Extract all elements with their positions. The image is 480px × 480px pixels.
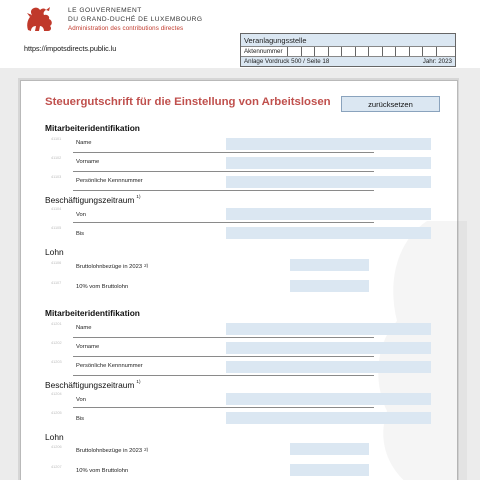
row-number: 41207: [51, 465, 62, 469]
vorname-label-2: Vorname: [76, 344, 100, 350]
row-number: 41206: [51, 445, 62, 449]
lohn-heading-2: Lohn: [45, 432, 64, 442]
name-input-1[interactable]: [226, 138, 431, 150]
akten-cell[interactable]: [436, 47, 450, 56]
period-heading-2: [45, 380, 140, 390]
form-sheet: [20, 80, 458, 480]
brutto-label-1: [76, 264, 148, 270]
jahr-text: Jahr: 2023: [422, 58, 452, 65]
row-number: 41105: [51, 226, 62, 230]
zehn-prozent-input-2[interactable]: [290, 464, 369, 476]
employee-heading-1: Mitarbeiteridentifikation: [45, 123, 140, 133]
aktennummer-cells[interactable]: [287, 47, 449, 56]
employee-heading-2: Mitarbeiteridentifikation: [45, 308, 140, 318]
reset-button[interactable]: zurücksetzen: [341, 96, 440, 112]
gov-line-2: DU GRAND-DUCHÉ DE LUXEMBOURG: [68, 16, 203, 23]
zehn-prozent-label-2: 10% vom Bruttolohn: [76, 468, 129, 474]
brutto-label-text: Bruttolohnbezüge in 2023: [76, 448, 143, 454]
akten-cell[interactable]: [409, 47, 423, 56]
lohn-heading-1: Lohn: [45, 247, 64, 257]
row-divider: [73, 337, 374, 338]
row-number: 41205: [51, 411, 62, 415]
row-divider: [73, 375, 374, 376]
gov-line-1: LE GOUVERNEMENT: [68, 7, 142, 14]
kennnummer-input-1[interactable]: [226, 176, 431, 188]
akten-cell[interactable]: [382, 47, 396, 56]
bis-input-1[interactable]: [226, 227, 431, 239]
vorname-input-2[interactable]: [226, 342, 431, 354]
bis-label-1: Bis: [76, 231, 85, 237]
akten-cell[interactable]: [301, 47, 315, 56]
aktennummer-label: Aktennummer: [244, 48, 283, 55]
row-number: 41204: [51, 392, 62, 396]
von-label-1: Von: [76, 212, 86, 218]
akten-cell[interactable]: [355, 47, 369, 56]
footnote-marker: 2): [144, 263, 149, 268]
brutto-input-1[interactable]: [290, 259, 369, 271]
vorname-input-1[interactable]: [226, 157, 431, 169]
veranlagung-title: Veranlagungsstelle: [241, 34, 455, 47]
period-heading-text: Beschäftigungszeitraum: [45, 195, 135, 205]
name-label-1: Name: [76, 140, 92, 146]
veranlagung-box: [240, 33, 456, 67]
kennnummer-label-2: Persönliche Kennnummer: [76, 363, 143, 369]
row-divider: [73, 152, 374, 153]
row-number: 41104: [51, 207, 62, 211]
akten-cell[interactable]: [395, 47, 409, 56]
akten-cell[interactable]: [328, 47, 342, 56]
anlage-text: Anlage Vordruck 500 / Seite 18: [244, 58, 330, 65]
footnote-marker: 2): [144, 447, 149, 452]
government-name: [68, 6, 203, 33]
von-input-1[interactable]: [226, 208, 431, 220]
period-heading-1: [45, 195, 140, 205]
row-number: 41106: [51, 261, 62, 265]
row-number: 41203: [51, 360, 62, 364]
kennnummer-input-2[interactable]: [226, 361, 431, 373]
gov-line-3: Administration des contributions directes: [68, 25, 184, 32]
bis-label-2: Bis: [76, 416, 85, 422]
row-number: 41101: [51, 137, 62, 141]
akten-cell[interactable]: [368, 47, 382, 56]
akten-cell[interactable]: [314, 47, 328, 56]
footnote-marker: 1): [136, 379, 141, 384]
form-title: Steuergutschrift für die Einstellung von Arbeitslosen: [45, 96, 331, 108]
zehn-prozent-input-1[interactable]: [290, 280, 369, 292]
row-divider: [73, 407, 374, 408]
footnote-marker: 1): [136, 194, 141, 199]
bis-input-2[interactable]: [226, 412, 431, 424]
row-number: 41103: [51, 175, 62, 179]
aktennummer-row: [241, 47, 455, 57]
row-number: 41102: [51, 156, 62, 160]
von-input-2[interactable]: [226, 393, 431, 405]
von-label-2: Von: [76, 397, 86, 403]
name-label-2: Name: [76, 325, 92, 331]
brutto-label-2: [76, 448, 148, 454]
akten-cell[interactable]: [422, 47, 436, 56]
akten-cell[interactable]: [287, 47, 301, 56]
row-number: 41201: [51, 322, 62, 326]
page-header: [0, 0, 480, 68]
luxembourg-lion-logo-icon: [22, 4, 56, 36]
kennnummer-label-1: Persönliche Kennnummer: [76, 178, 143, 184]
name-input-2[interactable]: [226, 323, 431, 335]
row-divider: [73, 356, 374, 357]
row-number: 41107: [51, 281, 62, 285]
zehn-prozent-label-1: 10% vom Bruttolohn: [76, 284, 129, 290]
brutto-input-2[interactable]: [290, 443, 369, 455]
row-divider: [73, 171, 374, 172]
row-number: 41202: [51, 341, 62, 345]
vorname-label-1: Vorname: [76, 159, 100, 165]
akten-cell[interactable]: [341, 47, 355, 56]
brutto-label-text: Bruttolohnbezüge in 2023: [76, 264, 143, 270]
row-divider: [73, 222, 374, 223]
period-heading-text: Beschäftigungszeitraum: [45, 380, 135, 390]
anlage-row: [241, 57, 455, 66]
website-url: https://impotsdirects.public.lu: [24, 44, 117, 53]
row-divider: [73, 190, 374, 191]
